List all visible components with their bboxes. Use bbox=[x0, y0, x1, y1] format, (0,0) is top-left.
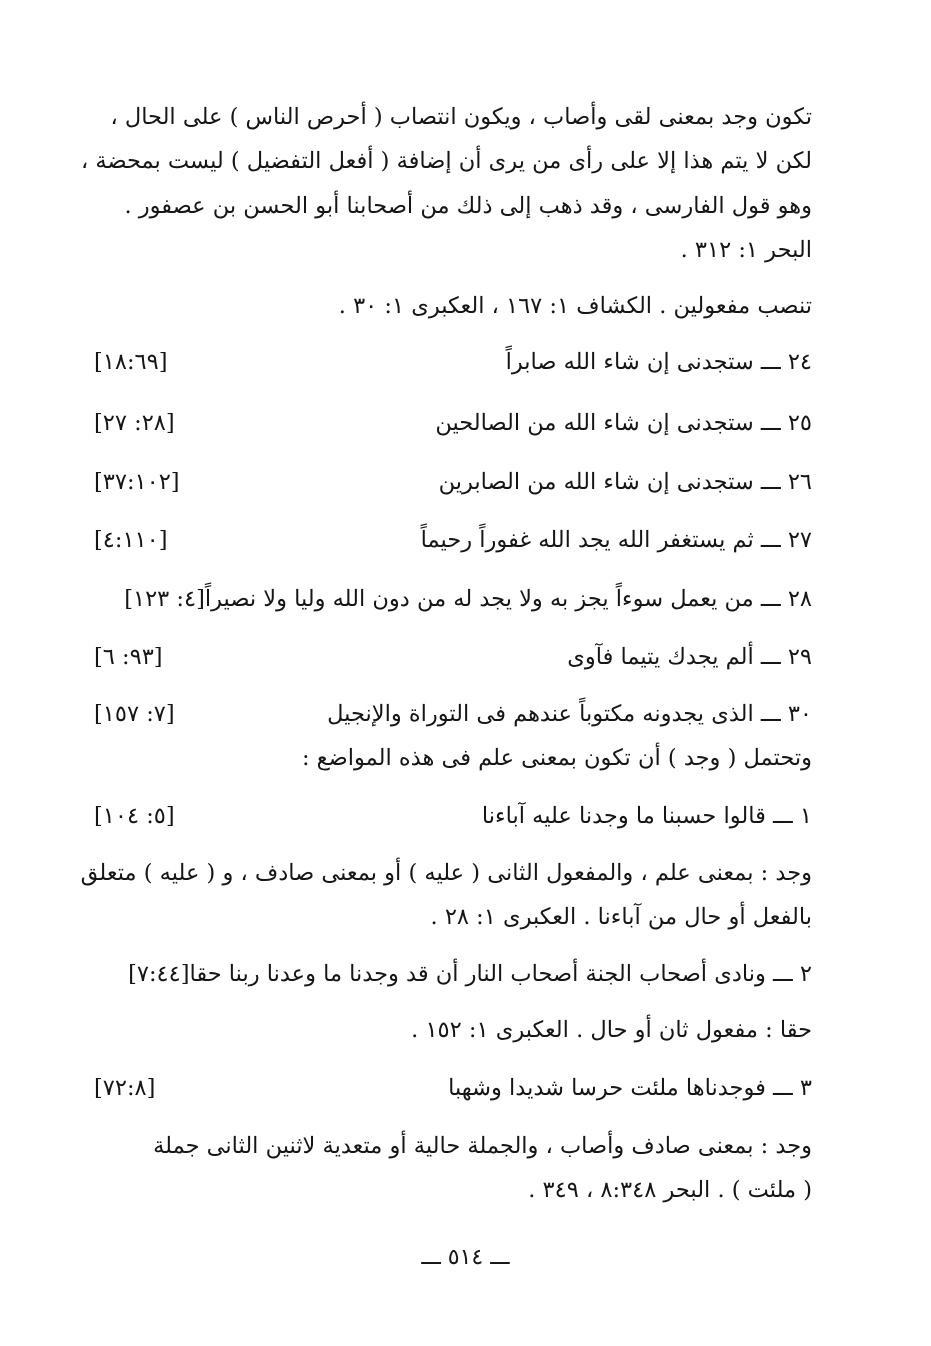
verse-reference: [٩٣: ٦] bbox=[94, 644, 163, 670]
verse-28: ٢٨ ـــ من يعمل سوءاً يجز به ولا يجد له من دون الله وليا ولا نصيراً[٤: ١٢٣] bbox=[124, 586, 812, 612]
verse-27 bbox=[88, 520, 812, 560]
note-3-line-2: ( ملئت ) . البحر ٨:٣٤٨ ، ٣٤٩ . bbox=[528, 1177, 812, 1203]
verse-reference: [٤:١١٠] bbox=[94, 527, 168, 553]
verse-reference: [٧٢:٨] bbox=[94, 1075, 156, 1101]
verse-w2: ٢ ـــ ونادى أصحاب الجنة أصحاب النار أن قد وجدنا ما وعدنا ربنا حقا[٧:٤٤] bbox=[128, 961, 812, 987]
verse-reference: [٢٨: ٢٧] bbox=[94, 410, 175, 436]
verse-text: ٢٩ ـــ ألم يجدك يتيما فآوى bbox=[567, 644, 812, 670]
verse-text: ٢٥ ـــ ستجدنى إن شاء الله من الصالحين bbox=[435, 410, 812, 436]
verse-text: ٢٦ ـــ ستجدنى إن شاء الله من الصابرين bbox=[438, 469, 812, 495]
page-number: ـــ ٥١٤ ـــ bbox=[421, 1245, 510, 1270]
note-2: حقا : مفعول ثان أو حال . العكبرى ١: ١٥٢ . bbox=[411, 1017, 812, 1043]
verse-reference: [١٨:٦٩] bbox=[94, 349, 168, 375]
paragraph-1-line-4: البحر ١: ٣١٢ . bbox=[680, 237, 812, 263]
verse-reference: [٣٧:١٠٢] bbox=[94, 469, 180, 495]
verse-29 bbox=[88, 637, 812, 677]
verse-reference: [٥: ١٠٤] bbox=[94, 803, 175, 829]
paragraph-1-line-3: وهو قول الفارسى ، وقد ذهب إلى ذلك من أصحابنا أبو الحسن بن عصفور . bbox=[124, 193, 812, 219]
verse-reference: [٧: ١٥٧] bbox=[94, 701, 175, 727]
verse-text: ٣٠ ـــ الذى يجدونه مكتوباً عندهم فى التوراة والإنجيل bbox=[327, 701, 812, 727]
verse-25 bbox=[88, 403, 812, 443]
verse-text: ٢٤ ـــ ستجدنى إن شاء الله صابراً bbox=[505, 349, 812, 375]
verse-30 bbox=[88, 694, 812, 734]
verse-text: ٢٧ ـــ ثم يستغفر الله يجد الله غفوراً رحيماً bbox=[420, 527, 812, 553]
verse-text: ٣ ـــ فوجدناها ملئت حرسا شديدا وشهبا bbox=[448, 1075, 812, 1101]
paragraph-2: تنصب مفعولين . الكشاف ١: ١٦٧ ، العكبرى ١: ٣٠ . bbox=[338, 293, 812, 319]
note-1-line-1: وجد : بمعنى علم ، والمفعول الثانى ( عليه ) أو بمعنى صادف ، و ( عليه ) متعلق bbox=[80, 860, 812, 886]
verse-24 bbox=[88, 342, 812, 382]
verse-w1 bbox=[88, 796, 812, 836]
note-3-line-1: وجد : بمعنى صادف وأصاب ، والجملة حالية أو متعدية لاثنين الثانى جملة bbox=[153, 1133, 812, 1159]
note-1-line-2: بالفعل أو حال من آباءنا . العكبرى ١: ٢٨ . bbox=[430, 904, 812, 930]
paragraph-1-line-2: لكن لا يتم هذا إلا على رأى من يرى أن إضافة ( أفعل التفضيل ) ليست بمحضة ، bbox=[80, 148, 812, 174]
verse-text: ١ ـــ قالوا حسبنا ما وجدنا عليه آباءنا bbox=[481, 803, 812, 829]
verse-26 bbox=[88, 462, 812, 502]
verse-w3 bbox=[88, 1068, 812, 1108]
paragraph-1-line-1: تكون وجد بمعنى لقى وأصاب ، ويكون انتصاب ( أحرص الناس ) على الحال ، bbox=[110, 104, 812, 130]
intro-line: وتحتمل ( وجد ) أن تكون بمعنى علم فى هذه المواضع : bbox=[301, 745, 812, 771]
